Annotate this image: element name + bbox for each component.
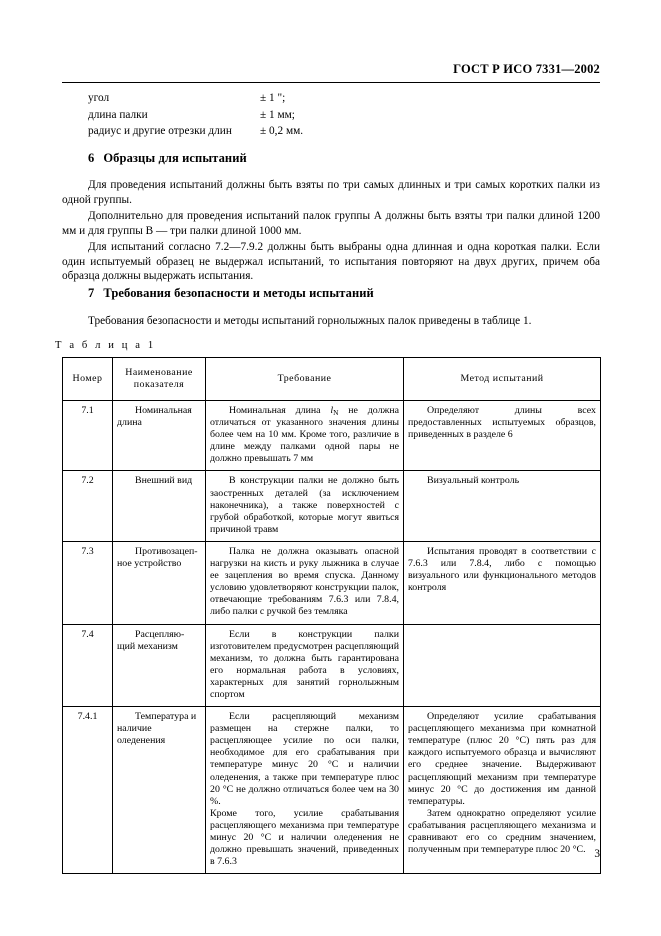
section-title: Образцы для испытаний bbox=[103, 151, 247, 165]
section7-paragraph-1: Требования безопасности и методы испытаний горнолыжных палок приведены в таблице 1. bbox=[88, 315, 532, 327]
row-number: 7.4 bbox=[63, 624, 113, 707]
symbol-subscript: N bbox=[333, 408, 339, 417]
row-requirement: В конструкции палки не должно быть заостренных деталей (за исключением наконечника), а также поверхностей с грубой обработкой, которые могут явиться причиной травм bbox=[206, 471, 404, 541]
row-number: 7.4.1 bbox=[63, 707, 113, 874]
column-header-requirement: Требование bbox=[206, 358, 404, 401]
row-indicator-name: Расцепляю-щий механизм bbox=[113, 624, 206, 707]
tolerance-row bbox=[88, 107, 468, 124]
tolerance-row bbox=[88, 123, 468, 140]
row-indicator-name: Противозацеп-ное устройство bbox=[113, 541, 206, 624]
section-title: Требования безопасности и методы испытаний bbox=[103, 286, 374, 300]
running-head-rule bbox=[62, 82, 600, 83]
table-caption: Т а б л и ц а 1 bbox=[55, 340, 156, 351]
table-row bbox=[63, 541, 601, 624]
running-head-standard-title: ГОСТ Р ИСО 7331—2002 bbox=[453, 62, 600, 76]
page-number: 3 bbox=[594, 848, 600, 860]
row-indicator-name: Номинальная длина bbox=[113, 401, 206, 471]
requirement-text-pre: Номинальная длина bbox=[229, 405, 331, 416]
row-number: 7.2 bbox=[63, 471, 113, 541]
row-test-method: Определяют длины всех предоставленных испытуемых образцов, приведенных в разделе 6 bbox=[404, 401, 601, 471]
row-requirement: Палка не должна оказывать опасной нагрузки на кисть и руку лыжника в случае ее зацепления во время спуска. Данному условию удовлетворяют конструкции палок, отвечающие требованиям 7.6.3 или 7.8.4, либо палки с ручкой без темляка bbox=[206, 541, 404, 624]
table-row bbox=[63, 471, 601, 541]
tolerance-label: угол bbox=[88, 92, 110, 104]
method-paragraph-2: Затем однократно определяют усилие срабатывания расцепляющего механизма и сравнивают его со средним значением, полученным при температуре плюс 20 °C. bbox=[408, 807, 596, 856]
requirements-table bbox=[62, 357, 601, 874]
symbol-nominal-length: l bbox=[330, 405, 334, 416]
row-test-method bbox=[404, 624, 601, 707]
table-row bbox=[63, 401, 601, 471]
table-row bbox=[63, 624, 601, 707]
row-indicator-name: Температура и наличие оледенения bbox=[113, 707, 206, 874]
column-header-test-method: Метод испытаний bbox=[404, 358, 601, 401]
row-number: 7.1 bbox=[63, 401, 113, 471]
tolerance-value: ± 1 мм; bbox=[260, 108, 295, 121]
tolerance-row bbox=[88, 90, 468, 107]
section-number: 6 bbox=[88, 151, 95, 165]
column-header-number: Номер bbox=[63, 358, 113, 401]
section6-paragraph-3: Для испытаний согласно 7.2—7.9.2 должны быть выбраны одна длинная и одна короткая палки. Если один испытуемый образец не выдержал испытаний, то испытания повторяют на двух других, причем оба образца должны выдержать испытания. bbox=[62, 241, 600, 283]
column-header-line1: Наименование bbox=[125, 366, 193, 378]
requirement-text-post: не должна отличаться от указанного значения длины более чем на 10 мм. Кроме того, различие в длине между палками одной пары не должно превышать 7 мм bbox=[210, 405, 400, 465]
row-requirement bbox=[206, 401, 404, 471]
tolerance-list bbox=[88, 90, 468, 140]
section6-paragraph-1: Для проведения испытаний должны быть взяты по три самых длинных и три самых коротких палки из одной группы. bbox=[62, 179, 600, 206]
section-heading-7 bbox=[88, 286, 374, 301]
row-number: 7.3 bbox=[63, 541, 113, 624]
requirement-paragraph-1: Если расцепляющий механизм размещен на стержне палки, то расцепляющее усилие по оси палки, необходимое для его срабатывания при температуре минус 20 °C и наличии оледенения, а также при температуре плюс 20 °C не должно отличаться более чем на 30 %. bbox=[210, 711, 399, 807]
column-header-indicator-name bbox=[113, 358, 206, 401]
row-test-method: Испытания проводят в соответствии с 7.6.3 или 7.8.4, либо с помощью визуального или функционального методов контроля bbox=[404, 541, 601, 624]
section-number: 7 bbox=[88, 286, 95, 300]
method-paragraph-1: Определяют усилие срабатывания расцепляющего механизма при комнатной температуре (плюс 20 °C) пять раз для каждого испытуемого образца и вычисляют его среднее значение. Выдерживают расцепляющий механизм при температуре минус 20 °C до достижения им данной температуры. bbox=[408, 711, 596, 807]
section6-paragraph-2: Дополнительно для проведения испытаний палок группы А должны быть взяты три палки длиной 1200 мм и для группы В — три палки длиной 1000 мм. bbox=[62, 210, 600, 237]
section-heading-6 bbox=[88, 151, 247, 166]
tolerance-value: ± 1 "; bbox=[260, 92, 286, 104]
row-indicator-name: Внешний вид bbox=[113, 471, 206, 541]
row-requirement: Если в конструкции палки изготовителем предусмотрен расцепляющий механизм, то должна быть гарантирована его нормальная работа в условиях, характерных для занятий горнолыжным спортом bbox=[206, 624, 404, 707]
row-test-method: Визуальный контроль bbox=[404, 471, 601, 541]
tolerance-label: радиус и другие отрезки длин bbox=[88, 125, 232, 138]
table-header-row bbox=[63, 358, 601, 401]
tolerance-value: ± 0,2 мм. bbox=[260, 125, 304, 138]
requirement-paragraph-2: Кроме того, усилие срабатывания расцепляющего механизма при температуре минус 20 °C и наличии оледенения не должно превышать значений, приведенных в 7.6.3 bbox=[210, 807, 399, 868]
column-header-line2: показателя bbox=[133, 379, 185, 390]
tolerance-label: длина палки bbox=[88, 108, 148, 121]
